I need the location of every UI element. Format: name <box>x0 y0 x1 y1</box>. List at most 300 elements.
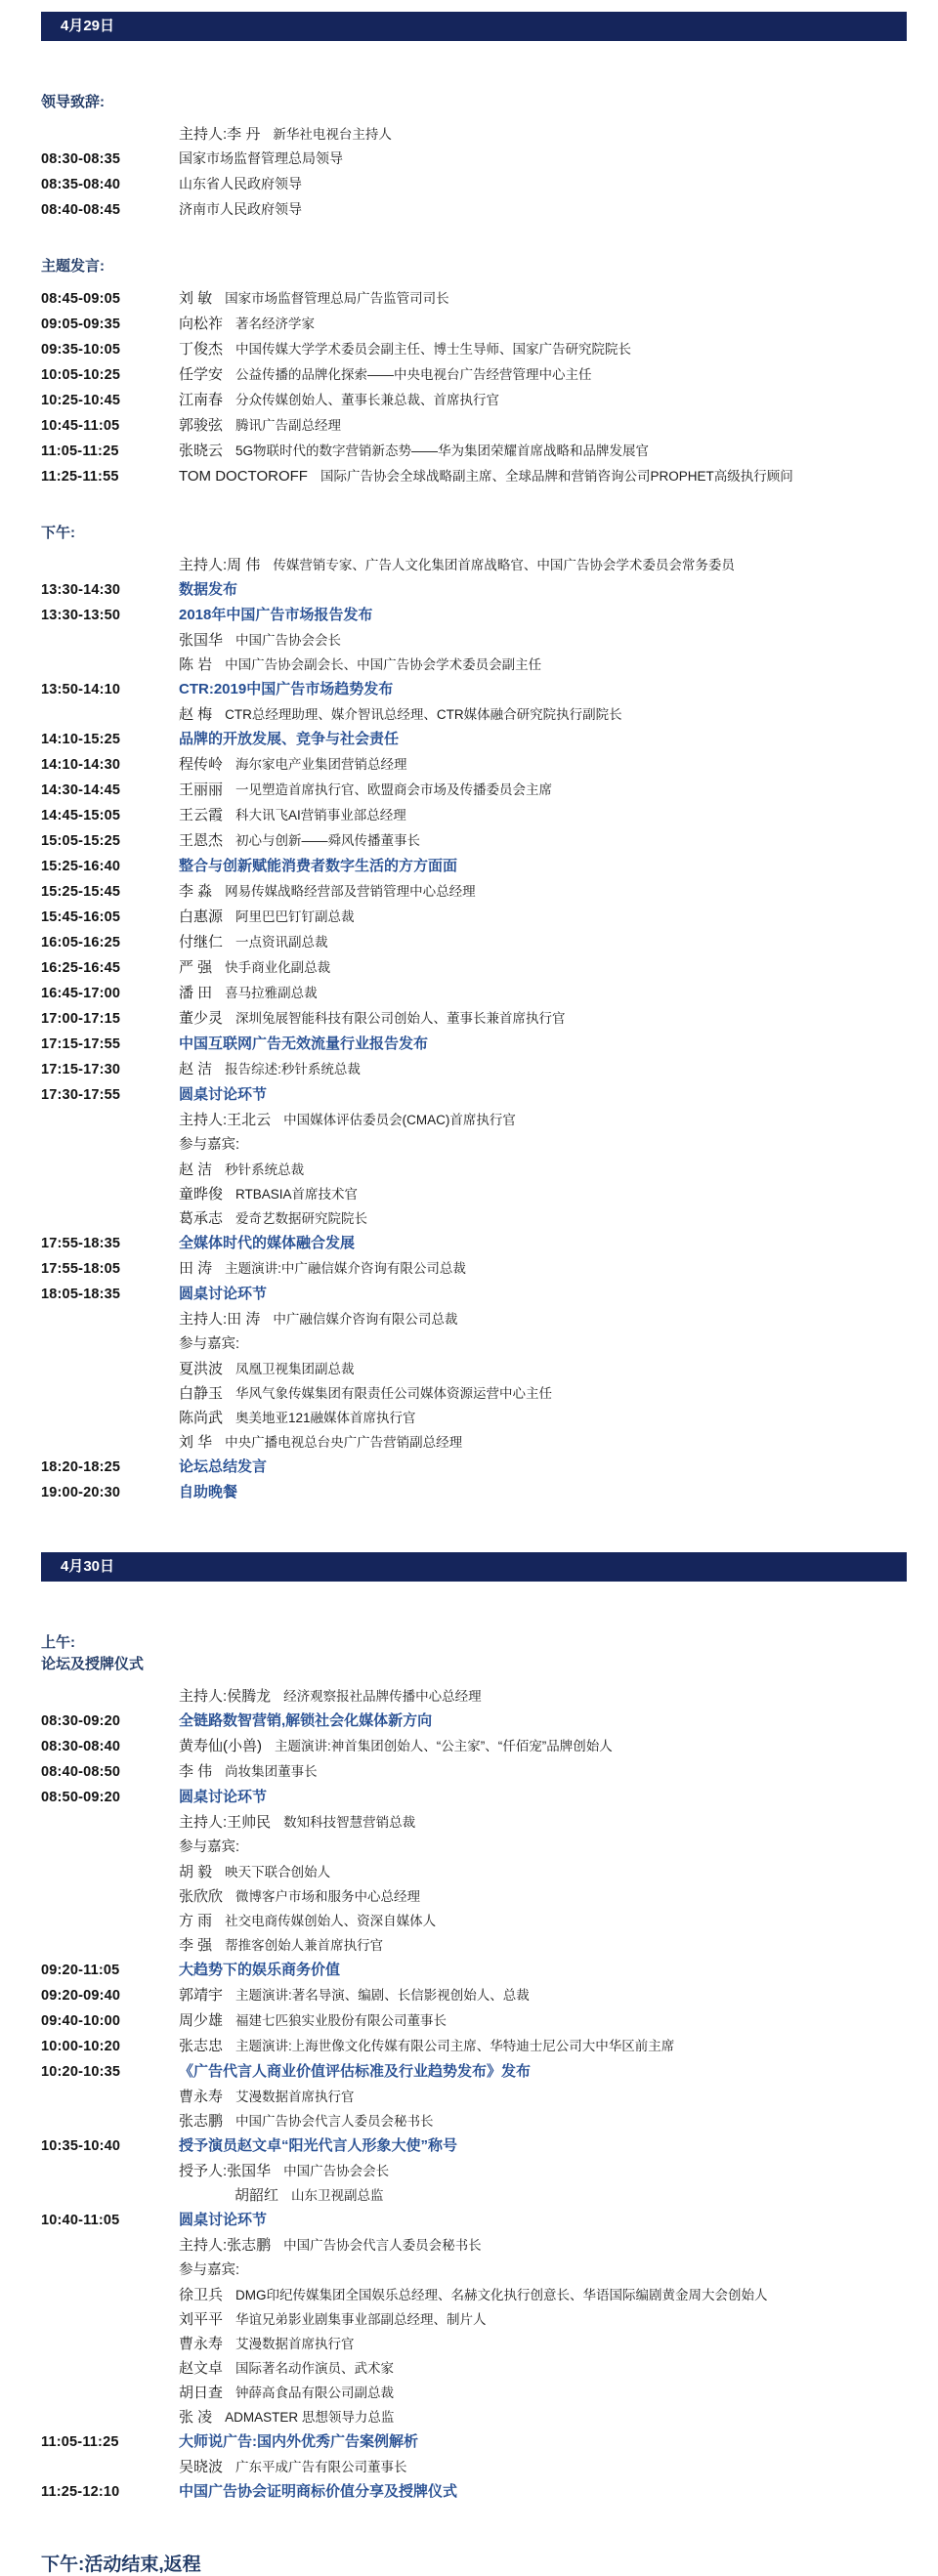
agenda-row <box>41 1331 909 1357</box>
row-content <box>179 702 909 727</box>
speaker-name: 张欣欣 <box>179 1888 224 1905</box>
time-label: 19:00-20:30 <box>41 1485 121 1500</box>
agenda-row <box>41 677 909 702</box>
row-content <box>179 1835 909 1860</box>
agenda-rows <box>41 286 909 489</box>
row-content <box>179 1709 909 1733</box>
agenda-row <box>41 2429 909 2455</box>
row-content <box>179 2059 909 2084</box>
speaker-title: RTBASIA首席技术官 <box>235 1187 359 1202</box>
speaker-name: 王云霞 <box>179 807 224 823</box>
row-content <box>179 1182 909 1206</box>
speaker-title: 奥美地亚121融媒体首席执行官 <box>235 1411 416 1425</box>
agenda-row <box>41 603 909 628</box>
agenda-row <box>41 2034 909 2059</box>
guests-label: 参与嘉宾: <box>179 2262 240 2278</box>
agenda-row <box>41 172 909 197</box>
speaker-title: 钟薛高食品有限公司副总裁 <box>235 2386 395 2400</box>
row-content <box>179 2356 909 2381</box>
speaker-title: 传媒营销专家、广告人文化集团首席战略官、中国广告协会学术委员会常务委员 <box>273 558 735 572</box>
speaker-name: 陈尚武 <box>179 1410 224 1426</box>
agenda-row <box>41 553 909 577</box>
time-label: 14:10-14:30 <box>41 757 121 773</box>
host-name: 主持人:王北云 <box>179 1112 272 1128</box>
session-title: 全链路数智营销,解锁社会化媒体新方向 <box>179 1712 433 1729</box>
speaker-title: 一见塑造首席执行官、欧盟商会市场及传播委员会主席 <box>235 782 553 797</box>
time-label: 08:30-09:20 <box>41 1713 121 1729</box>
agenda-rows <box>41 553 909 1505</box>
row-content <box>179 2479 909 2504</box>
row-content <box>179 879 909 904</box>
speaker-title: 5G物联时代的数字营销新态势——华为集团荣耀首席战略和品牌发展官 <box>235 443 650 458</box>
speaker-name: 程传岭 <box>179 756 224 773</box>
row-content <box>179 1785 909 1809</box>
row-content <box>179 1406 909 1430</box>
speaker-title: 帮推客创始人兼首席执行官 <box>225 1938 384 1953</box>
session-title: 圆桌讨论环节 <box>179 1086 268 1103</box>
row-content <box>179 337 909 361</box>
agenda-row <box>41 702 909 727</box>
host-name: 主持人:张志鹏 <box>179 2237 272 2254</box>
time-label: 11:05-11:25 <box>41 2434 119 2450</box>
speaker-name: 张志忠 <box>179 2038 224 2054</box>
speaker-name: 赵 洁 <box>179 1061 213 1077</box>
section-heading: 领导致辞: <box>41 94 105 110</box>
speaker-title: 山东卫视副总监 <box>291 2188 384 2203</box>
agenda-row <box>41 981 909 1006</box>
speaker-title: 主题演讲:上海世像文化传媒有限公司主席、华特迪士尼公司大中华区前主席 <box>235 2039 675 2053</box>
speaker-title: 中国媒体评估委员会(CMAC)首席执行官 <box>283 1113 516 1127</box>
agenda-row <box>41 1231 909 1256</box>
closing-note: 下午:活动结束,返程 <box>41 2555 201 2575</box>
guests-label: 参与嘉宾: <box>179 1137 240 1153</box>
speaker-name: 赵 洁 <box>179 1161 213 1178</box>
time-label: 10:45-11:05 <box>41 418 120 434</box>
speaker-name: 郭靖宇 <box>179 1987 224 2004</box>
session-title: 授予演员赵文卓“阳光代言人形象大使”称号 <box>179 2137 458 2154</box>
agenda-row <box>41 2283 909 2307</box>
agenda-block <box>41 523 909 1505</box>
speaker-name: 董少灵 <box>179 1010 224 1027</box>
row-content <box>179 955 909 980</box>
agenda-rows <box>41 1684 909 2505</box>
row-content <box>179 1958 909 1982</box>
agenda-row <box>41 2233 909 2258</box>
agenda-row <box>41 1860 909 1884</box>
time-label: 14:30-14:45 <box>41 782 121 798</box>
row-content <box>179 1810 909 1835</box>
speaker-title: 著名经济学家 <box>235 317 316 331</box>
agenda-block <box>41 92 909 223</box>
row-content <box>179 1860 909 1884</box>
speaker-name: 曹永寿 <box>179 2336 224 2352</box>
agenda-row <box>41 1958 909 1983</box>
speaker-title: 科大讯飞AI营销事业部总经理 <box>235 808 406 823</box>
time-label: 08:50-09:20 <box>41 1790 121 1805</box>
session-title: 中国广告协会证明商标价值分享及授牌仪式 <box>179 2483 458 2500</box>
agenda-row <box>41 2059 909 2085</box>
row-content <box>179 1684 909 1709</box>
row-content <box>179 1006 909 1031</box>
time-label: 10:35-10:40 <box>41 2138 121 2154</box>
speaker-name: 张 凌 <box>179 2409 213 2426</box>
agenda-row <box>41 1282 909 1307</box>
section-heading: 主题发言: <box>41 258 105 274</box>
speaker-name: 李 强 <box>179 1937 213 1954</box>
speaker-title: 国家市场监督管理总局广告监管司司长 <box>225 291 449 306</box>
time-label: 17:15-17:30 <box>41 1062 121 1077</box>
agenda-row <box>41 1132 909 1158</box>
row-content <box>179 2332 909 2356</box>
agenda-row <box>41 147 909 172</box>
agenda-row <box>41 577 909 603</box>
agenda-row <box>41 1480 909 1505</box>
agenda-row <box>41 1684 909 1709</box>
agenda-row <box>41 1158 909 1182</box>
speaker-name: 丁俊杰 <box>179 341 224 358</box>
row-content <box>179 1231 909 1255</box>
row-content <box>179 388 909 412</box>
speaker-name: 徐卫兵 <box>179 2287 224 2303</box>
agenda-row <box>41 2258 909 2283</box>
speaker-title: 中国传媒大学学术委员会副主任、博士生导师、国家广告研究院院长 <box>235 342 632 357</box>
row-content <box>179 2208 909 2232</box>
session-title: 圆桌讨论环节 <box>179 1789 268 1805</box>
row-content <box>179 628 909 653</box>
row-content <box>179 1884 909 1909</box>
speaker-title: CTR总经理助理、媒介智讯总经理、CTR媒体融合研究院执行副院长 <box>225 707 622 722</box>
row-content <box>179 2133 909 2158</box>
agenda-row <box>41 197 909 223</box>
row-content <box>179 1057 909 1081</box>
speaker-title: 中国广告协会会长 <box>235 633 342 648</box>
row-content <box>179 1108 909 1132</box>
agenda-row <box>41 2133 909 2159</box>
row-content <box>179 603 909 627</box>
time-label: 09:20-09:40 <box>41 1988 121 2004</box>
row-content <box>179 2381 909 2405</box>
agenda-row <box>41 1307 909 1331</box>
speaker-name: 赵 梅 <box>179 706 213 723</box>
time-label: 17:30-17:55 <box>41 1087 121 1103</box>
host-name: 主持人:王帅民 <box>179 1814 272 1831</box>
speaker-title: 数知科技智慧营销总裁 <box>283 1815 416 1830</box>
agenda-row <box>41 955 909 981</box>
speaker-title: 中国广告协会代言人委员会秘书长 <box>235 2114 434 2129</box>
speaker-name: 江南春 <box>179 392 224 408</box>
speaker-name: 胡日查 <box>179 2385 224 2401</box>
speaker-name: 黄寿仙(小兽) <box>179 1738 262 1754</box>
day-header-bar: 4月29日 <box>41 12 907 41</box>
agenda-row <box>41 2008 909 2034</box>
agenda-row <box>41 388 909 413</box>
row-content <box>179 2258 909 2283</box>
row-content <box>179 577 909 602</box>
speaker-title: 爱奇艺数据研究院院长 <box>235 1211 368 1226</box>
agenda-block <box>41 256 909 489</box>
row-content <box>179 778 909 802</box>
row-content <box>179 1357 909 1381</box>
speaker-title: 报告综述:秒针系统总裁 <box>225 1062 361 1077</box>
session-title: 自助晚餐 <box>179 1484 238 1500</box>
time-label: 09:35-10:05 <box>41 342 121 358</box>
agenda-row <box>41 1108 909 1132</box>
agenda-row <box>41 1933 909 1958</box>
speaker-title: 中广融信媒介咨询有限公司总裁 <box>273 1312 458 1327</box>
time-label: 13:50-14:10 <box>41 682 121 697</box>
session-title: 品牌的开放发展、竞争与社会责任 <box>179 731 400 747</box>
time-label: 17:55-18:35 <box>41 1236 121 1251</box>
time-label: 17:15-17:55 <box>41 1036 121 1052</box>
time-label: 11:25-11:55 <box>41 469 119 485</box>
agenda-row <box>41 1256 909 1282</box>
speaker-title: 中国广告协会副会长、中国广告协会学术委员会副主任 <box>225 657 542 672</box>
speaker-name: TOM DOCTOROFF <box>179 468 308 485</box>
agenda-row <box>41 2405 909 2429</box>
row-content <box>179 413 909 438</box>
speaker-title: 公益传播的品牌化探索——中央电视台广告经营管理中心主任 <box>235 367 592 382</box>
agenda-row <box>41 2356 909 2381</box>
speaker-title: 华谊兄弟影业剧集事业部副总经理、制片人 <box>235 2312 487 2327</box>
row-content <box>179 122 909 147</box>
speaker-name: 曹永寿 <box>179 2089 224 2105</box>
session-title: 圆桌讨论环节 <box>179 2212 268 2228</box>
time-label: 17:00-17:15 <box>41 1011 121 1027</box>
speaker-title: 主题演讲:神首集团创始人、“公主家”、“仟佰宠”品牌创始人 <box>275 1739 613 1753</box>
speaker-title: 广东平成广告有限公司董事长 <box>235 2460 407 2474</box>
row-content <box>179 1307 909 1331</box>
speaker-name: 任学安 <box>179 366 224 383</box>
day-header-bar: 4月30日 <box>41 1552 907 1582</box>
time-label: 15:25-15:45 <box>41 884 121 900</box>
speaker-name: 方 雨 <box>179 1913 213 1929</box>
speaker-name: 李 淼 <box>179 883 213 900</box>
speaker-name: 赵文卓 <box>179 2360 224 2377</box>
time-label: 13:30-14:30 <box>41 582 121 598</box>
row-content <box>179 653 909 677</box>
time-label: 16:05-16:25 <box>41 935 121 950</box>
agenda-row <box>41 2307 909 2332</box>
agenda-row <box>41 653 909 677</box>
time-label: 09:20-11:05 <box>41 1963 120 1978</box>
speaker-name: 童晔俊 <box>179 1186 224 1203</box>
speaker-title: ADMASTER 思想领导力总监 <box>225 2410 395 2425</box>
row-content <box>179 312 909 336</box>
speaker-title: 主题演讲:著名导演、编剧、长信影视创始人、总裁 <box>235 1988 530 2003</box>
speaker-title: 中国广告协会代言人委员会秘书长 <box>283 2238 482 2253</box>
time-label: 08:40-08:50 <box>41 1764 121 1780</box>
session-title: 全媒体时代的媒体融合发展 <box>179 1235 356 1251</box>
time-label: 08:30-08:40 <box>41 1739 121 1754</box>
agenda-row <box>41 828 909 854</box>
agenda-row <box>41 1810 909 1835</box>
session-title: 大趋势下的娱乐商务价值 <box>179 1962 341 1978</box>
speaker-title: 国际著名动作演员、武术家 <box>235 2361 395 2376</box>
speaker-title: 微博客户市场和服务中心总经理 <box>235 1889 421 1904</box>
agenda-row <box>41 2332 909 2356</box>
time-label: 10:00-10:20 <box>41 2039 121 2054</box>
guests-label: 参与嘉宾: <box>179 1839 240 1855</box>
speaker-title: 主题演讲:中广融信媒介咨询有限公司总裁 <box>225 1261 466 1276</box>
row-content <box>179 286 909 311</box>
row-content <box>179 854 909 878</box>
time-label: 09:05-09:35 <box>41 317 121 332</box>
host-name: 主持人:侯腾龙 <box>179 1688 272 1705</box>
speaker-title: 映天下联合创始人 <box>225 1865 331 1879</box>
row-content <box>179 2034 909 2058</box>
agenda-row <box>41 854 909 879</box>
time-label: 18:20-18:25 <box>41 1459 121 1475</box>
agenda-row <box>41 727 909 752</box>
host-name: 主持人:田 涛 <box>179 1311 261 1328</box>
session-title: 数据发布 <box>179 581 238 598</box>
section-heading: 下午: <box>41 525 75 541</box>
row-content <box>179 147 909 171</box>
speaker-title: 华风气象传媒集团有限责任公司媒体资源运营中心主任 <box>235 1386 553 1401</box>
speaker-name: 周少雄 <box>179 2012 224 2029</box>
row-content <box>179 1206 909 1231</box>
agenda-row <box>41 1032 909 1057</box>
agenda-row <box>41 803 909 828</box>
section-heading: 上午: <box>41 1634 75 1651</box>
row-content <box>179 2307 909 2332</box>
speaker-name: 田 涛 <box>179 1260 213 1277</box>
time-label: 15:25-16:40 <box>41 859 121 874</box>
row-text: 山东省人民政府领导 <box>179 176 302 191</box>
row-content <box>179 172 909 196</box>
speaker-name: 刘 敏 <box>179 290 213 307</box>
agenda-row <box>41 464 909 489</box>
session-title: 整合与创新赋能消费者数字生活的方方面面 <box>179 858 458 874</box>
speaker-title: 经济观察报社品牌传播中心总经理 <box>283 1689 482 1704</box>
speaker-title: 深圳兔展智能科技有限公司创始人、董事长兼首席执行官 <box>235 1011 566 1026</box>
agenda-row <box>41 2479 909 2505</box>
speaker-title: 凤凰卫视集团副总裁 <box>235 1362 355 1376</box>
agenda-row <box>41 1182 909 1206</box>
time-label: 08:30-08:35 <box>41 151 121 167</box>
day-schedule <box>0 1632 938 2505</box>
session-title: 《广告代言人商业价值评估标准及行业趋势发布》发布 <box>179 2063 532 2080</box>
time-label: 16:45-17:00 <box>41 986 121 1001</box>
row-content <box>179 1983 909 2007</box>
agenda-row <box>41 1082 909 1108</box>
row-text: 济南市人民政府领导 <box>179 201 302 217</box>
time-label: 15:45-16:05 <box>41 909 121 925</box>
agenda-row <box>41 2208 909 2233</box>
agenda-row <box>41 2381 909 2405</box>
time-label: 17:55-18:05 <box>41 1261 121 1277</box>
guests-label: 参与嘉宾: <box>179 1336 240 1352</box>
speaker-title: 腾讯广告副总经理 <box>235 418 342 433</box>
speaker-title: 艾漫数据首席执行官 <box>235 2090 355 2104</box>
speaker-name: 张国华 <box>179 632 224 649</box>
session-title: 2018年中国广告市场报告发布 <box>179 607 373 623</box>
row-content <box>179 2109 909 2133</box>
agenda-row <box>41 1406 909 1430</box>
agenda-row <box>41 1759 909 1785</box>
row-content <box>179 2008 909 2033</box>
agenda-row <box>41 1455 909 1480</box>
row-content <box>179 752 909 777</box>
row-content <box>179 1480 909 1504</box>
speaker-title: 快手商业化副总裁 <box>225 960 331 975</box>
agenda-row <box>41 1006 909 1032</box>
agenda-row <box>41 1430 909 1455</box>
agenda-row <box>41 413 909 439</box>
speaker-name: 付继仁 <box>179 934 224 950</box>
speaker-name: 白惠源 <box>179 908 224 925</box>
row-content <box>179 727 909 751</box>
speaker-title: 国际广告协会全球战略副主席、全球品牌和营销咨询公司PROPHET高级执行顾问 <box>320 469 793 484</box>
time-label: 08:40-08:45 <box>41 202 121 218</box>
session-title: 圆桌讨论环节 <box>179 1286 268 1302</box>
row-content <box>179 981 909 1005</box>
speaker-title: 阿里巴巴钉钉副总裁 <box>235 909 355 924</box>
row-content <box>179 2183 909 2208</box>
speaker-title: 尚妆集团董事长 <box>225 1764 318 1779</box>
agenda-row <box>41 1835 909 1860</box>
agenda-row <box>41 1884 909 1909</box>
host-name: 主持人:李 丹 <box>179 126 261 143</box>
row-content <box>179 2233 909 2258</box>
agenda-row <box>41 2455 909 2479</box>
row-content <box>179 1256 909 1281</box>
speaker-title: 分众传媒创始人、董事长兼总裁、首席执行官 <box>235 393 500 407</box>
agenda-row <box>41 337 909 362</box>
speaker-title: 一点资讯副总裁 <box>235 935 328 950</box>
speaker-name: 胡 毅 <box>179 1864 213 1880</box>
row-content <box>179 1282 909 1306</box>
row-content <box>179 1158 909 1182</box>
time-label: 10:25-10:45 <box>41 393 121 408</box>
speaker-name: 严 强 <box>179 959 213 976</box>
day-schedule <box>0 92 938 1505</box>
speaker-title: 艾漫数据首席执行官 <box>235 2337 355 2351</box>
speaker-title: DMG印纪传媒集团全国娱乐总经理、名赫文化执行创意长、华语国际编剧黄金周大会创始人 <box>235 2288 768 2302</box>
speaker-name: 张志鹏 <box>179 2113 224 2130</box>
agenda-row <box>41 439 909 464</box>
row-content <box>179 828 909 853</box>
speaker-name: 胡韶红 <box>234 2187 279 2204</box>
speaker-title: 海尔家电产业集团营销总经理 <box>235 757 407 772</box>
speaker-name: 潘 田 <box>179 985 213 1001</box>
speaker-title: 秒针系统总裁 <box>225 1162 305 1177</box>
row-content <box>179 1734 909 1758</box>
agenda-row <box>41 628 909 653</box>
speaker-name: 王恩杰 <box>179 832 224 849</box>
row-content <box>179 1909 909 1933</box>
agenda-block <box>41 1632 909 2505</box>
row-content <box>179 677 909 701</box>
agenda-row <box>41 905 909 930</box>
row-content <box>179 2429 909 2454</box>
speaker-title: 喜马拉雅副总裁 <box>225 986 318 1000</box>
speaker-name: 张晓云 <box>179 443 224 459</box>
agenda-row <box>41 2085 909 2109</box>
row-content <box>179 905 909 929</box>
agenda-row <box>41 930 909 955</box>
row-content <box>179 1132 909 1158</box>
speaker-name: 白静玉 <box>179 1385 224 1402</box>
agenda-row <box>41 1709 909 1734</box>
time-label: 18:05-18:35 <box>41 1287 121 1302</box>
session-title: CTR:2019中国广告市场趋势发布 <box>179 681 394 697</box>
agenda-row <box>41 2109 909 2133</box>
row-content <box>179 2455 909 2479</box>
row-content <box>179 553 909 577</box>
speaker-title: 新华社电视台主持人 <box>273 127 392 142</box>
agenda-row <box>41 778 909 803</box>
